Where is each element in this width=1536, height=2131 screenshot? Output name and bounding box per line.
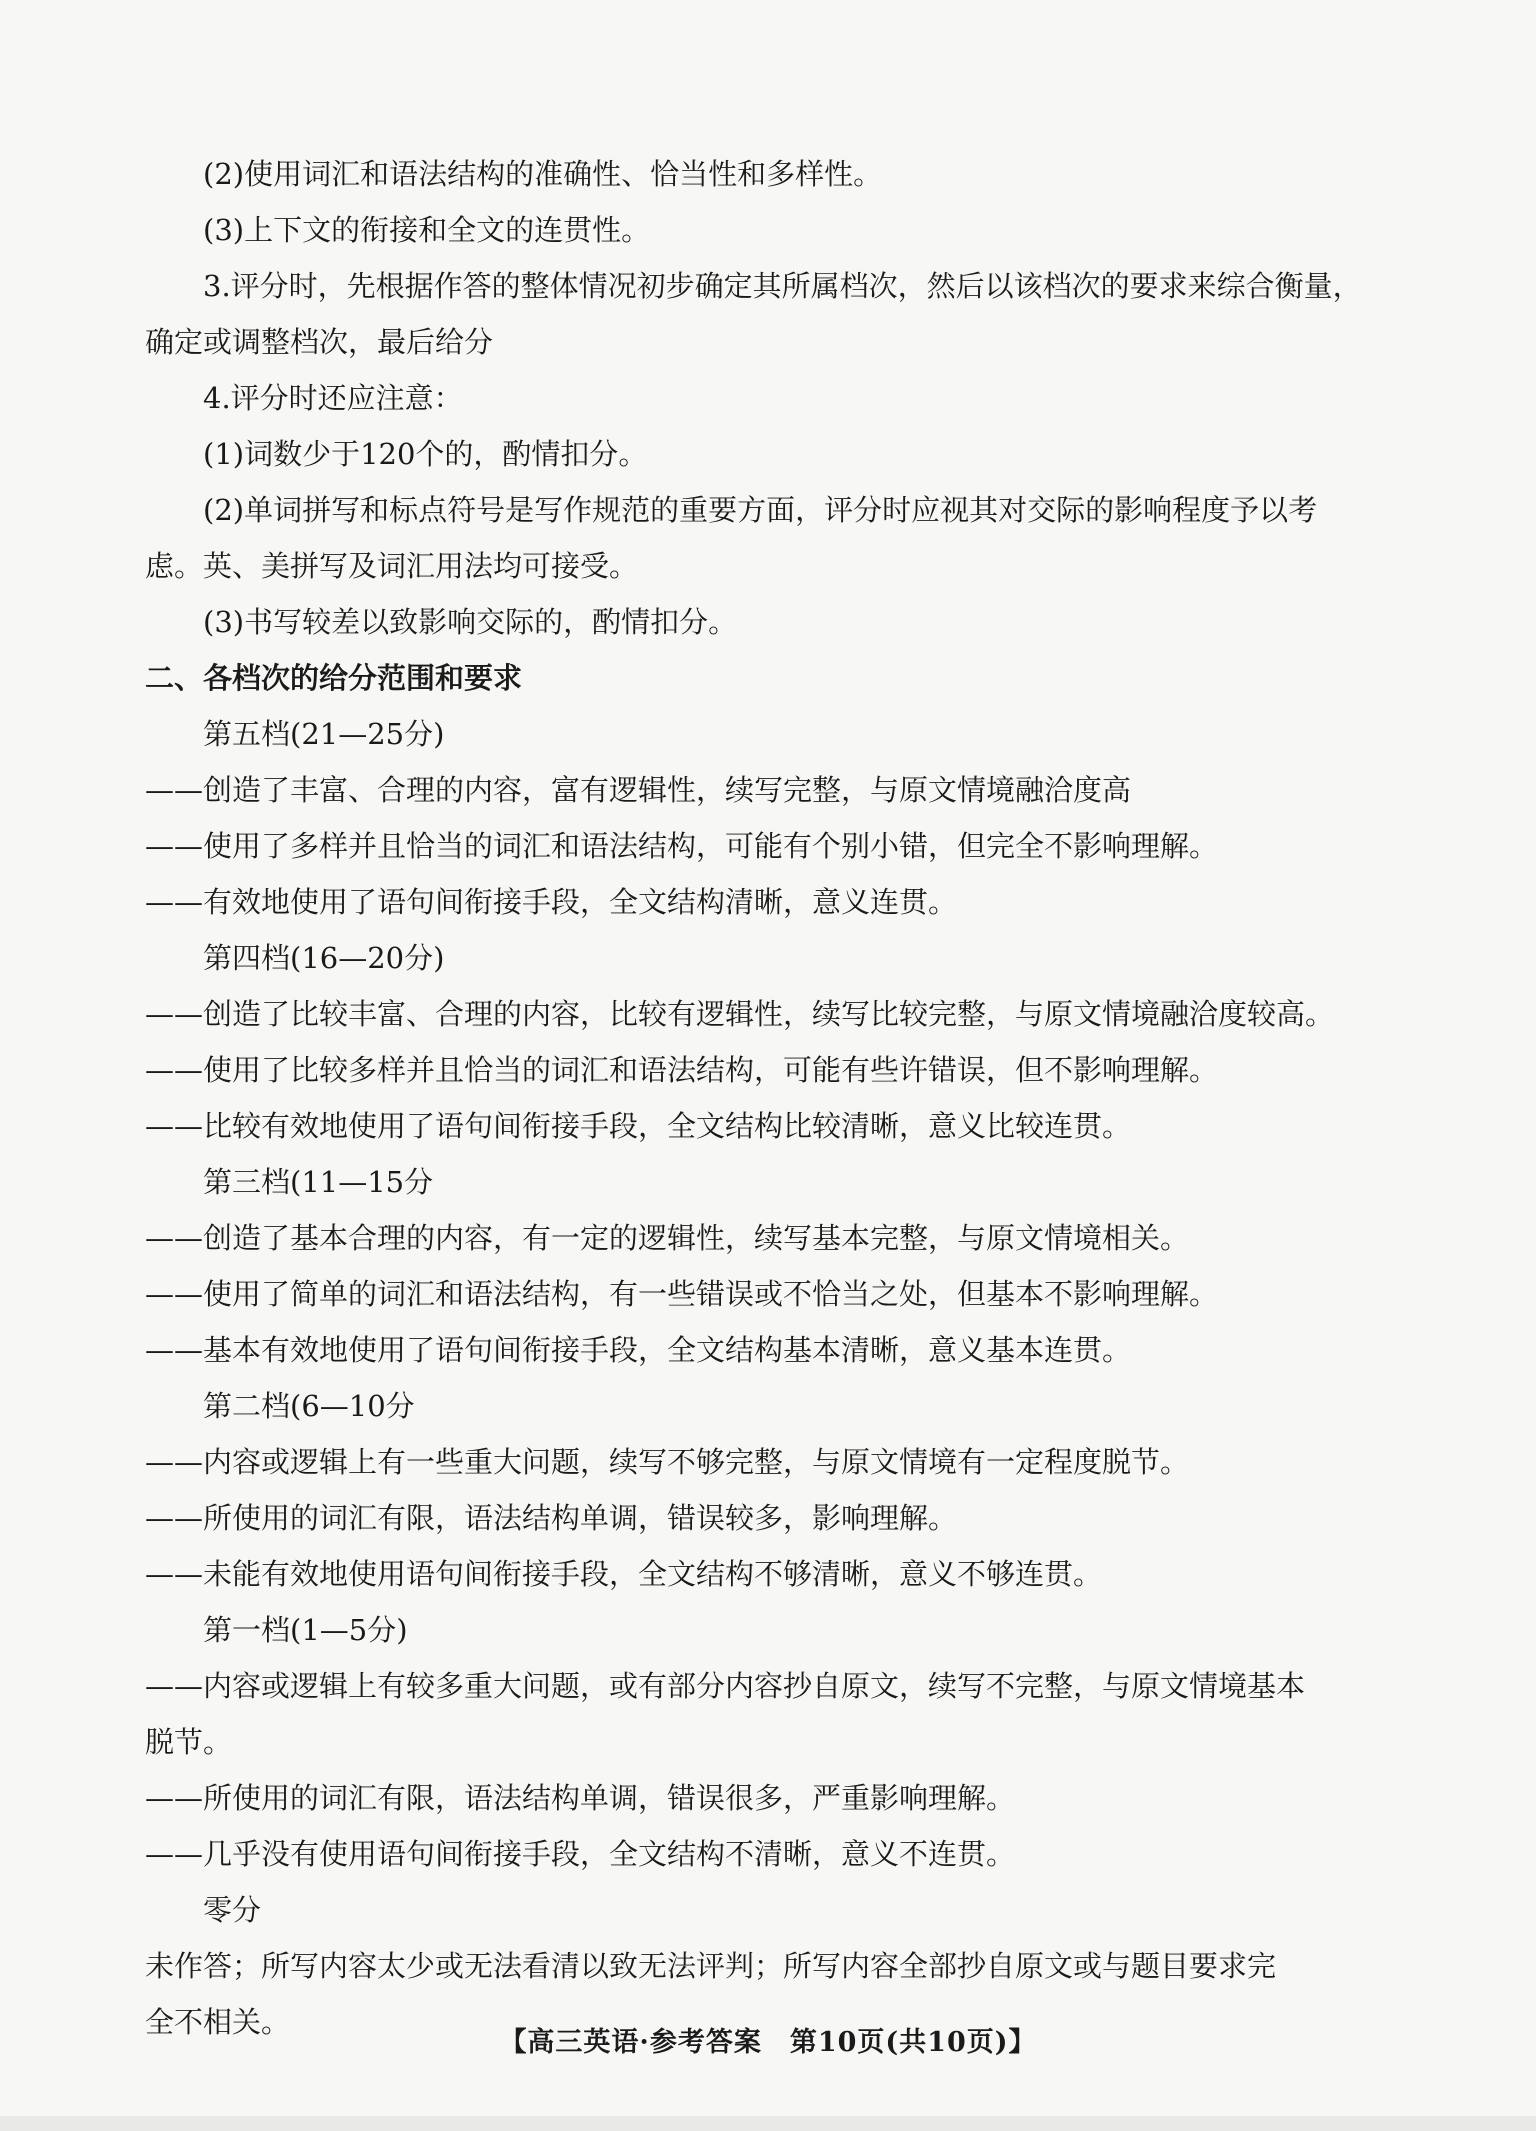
criteria-line: ——几乎没有使用语句间衔接手段，全文结构不清晰，意义不连贯。 <box>145 1837 1016 1871</box>
text-line: 未作答；所写内容太少或无法看清以致无法评判；所写内容全部抄自原文或与题目要求完 <box>145 1949 1277 1983</box>
grade-level-title: 零分 <box>203 1893 262 1927</box>
grade-level-title: 第一档(1—5分) <box>203 1613 408 1647</box>
text-line: 全不相关。 <box>145 2005 291 2039</box>
text-line: 虑。英、美拼写及词汇用法均可接受。 <box>145 549 639 583</box>
text-line: 4.评分时还应注意： <box>203 381 463 415</box>
criteria-line: ——创造了比较丰富、合理的内容，比较有逻辑性，续写比较完整，与原文情境融洽度较高。 <box>145 997 1335 1031</box>
criteria-line: ——创造了基本合理的内容，有一定的逻辑性，续写基本完整，与原文情境相关。 <box>145 1221 1190 1255</box>
criteria-line: 脱节。 <box>145 1725 233 1759</box>
text-line: (1)词数少于120个的，酌情扣分。 <box>203 437 648 471</box>
criteria-line: ——有效地使用了语句间衔接手段，全文结构清晰，意义连贯。 <box>145 885 958 919</box>
grade-level-title: 第四档(16—20分) <box>203 941 445 975</box>
text-line: (2)使用词汇和语法结构的准确性、恰当性和多样性。 <box>203 157 883 191</box>
text-line: (2)单词拼写和标点符号是写作规范的重要方面，评分时应视其对交际的影响程度予以考 <box>203 493 1318 527</box>
text-line: 确定或调整档次，最后给分 <box>145 325 494 359</box>
criteria-line: ——比较有效地使用了语句间衔接手段，全文结构比较清晰，意义比较连贯。 <box>145 1109 1132 1143</box>
criteria-line: ——使用了比较多样并且恰当的词汇和语法结构，可能有些许错误，但不影响理解。 <box>145 1053 1219 1087</box>
criteria-line: ——使用了多样并且恰当的词汇和语法结构，可能有个别小错，但完全不影响理解。 <box>145 829 1219 863</box>
criteria-line: ——创造了丰富、合理的内容，富有逻辑性，续写完整，与原文情境融洽度高 <box>145 773 1132 807</box>
text-line: (3)书写较差以致影响交际的，酌情扣分。 <box>203 605 738 639</box>
section-heading: 二、各档次的给分范围和要求 <box>145 661 523 695</box>
criteria-line: ——内容或逻辑上有一些重大问题，续写不够完整，与原文情境有一定程度脱节。 <box>145 1445 1190 1479</box>
criteria-line: ——所使用的词汇有限，语法结构单调，错误很多，严重影响理解。 <box>145 1781 1016 1815</box>
grade-level-title: 第二档(6—10分 <box>203 1389 415 1423</box>
text-line: 3.评分时，先根据作答的整体情况初步确定其所属档次，然后以该档次的要求来综合衡量， <box>203 269 1362 303</box>
grade-level-title: 第五档(21—25分) <box>203 717 445 751</box>
text-line: (3)上下文的衔接和全文的连贯性。 <box>203 213 651 247</box>
criteria-line: ——内容或逻辑上有较多重大问题，或有部分内容抄自原文，续写不完整，与原文情境基本 <box>145 1669 1306 1703</box>
scan-bottom-edge <box>0 2116 1536 2131</box>
criteria-line: ——所使用的词汇有限，语法结构单调，错误较多，影响理解。 <box>145 1501 958 1535</box>
criteria-line: ——使用了简单的词汇和语法结构，有一些错误或不恰当之处，但基本不影响理解。 <box>145 1277 1219 1311</box>
page-content <box>145 146 1395 2050</box>
criteria-line: ——基本有效地使用了语句间衔接手段，全文结构基本清晰，意义基本连贯。 <box>145 1333 1132 1367</box>
page-footer: 【高三英语·参考答案 第10页(共10页)】 <box>499 2027 1037 2058</box>
criteria-line: ——未能有效地使用语句间衔接手段，全文结构不够清晰，意义不够连贯。 <box>145 1557 1103 1591</box>
grade-level-title: 第三档(11—15分 <box>203 1165 434 1199</box>
